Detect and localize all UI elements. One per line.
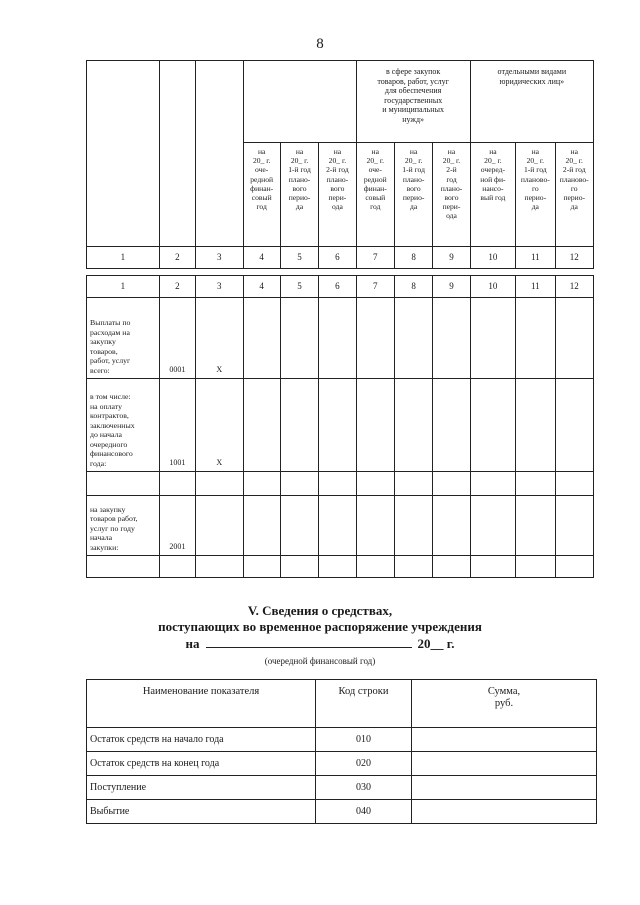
blank-cell [87, 472, 160, 496]
value-cell[interactable] [470, 496, 515, 556]
text-line: на [409, 147, 418, 156]
period-header [516, 143, 555, 247]
text-line: закупку [90, 337, 116, 346]
column-number-row [87, 276, 594, 298]
funds-row [87, 800, 597, 824]
column-number: 11 [516, 276, 555, 298]
text-line: года: [90, 458, 107, 468]
column-number: 8 [394, 247, 432, 269]
blank-cell [319, 556, 356, 578]
indicator-name: Остаток средств на начало года [87, 728, 316, 752]
text-line: на [447, 147, 456, 156]
section-v-title: V. Сведения о средствах, [247, 603, 393, 618]
table-row [87, 379, 594, 472]
text-line: ода [446, 211, 457, 221]
row-label [87, 496, 160, 556]
funds-row [87, 752, 597, 776]
text-line: редной [363, 174, 387, 184]
column-number: 12 [555, 247, 594, 269]
text-line: финан- [250, 183, 274, 193]
text-line: перио- [288, 193, 311, 203]
text-line: 2-й год [562, 165, 586, 175]
column-number: 11 [516, 247, 555, 269]
row-code: 2001 [159, 496, 195, 556]
indicator-name: Выбытие [87, 800, 316, 824]
value-cell[interactable] [555, 379, 594, 472]
section-v-heading [0, 603, 640, 652]
value-cell[interactable] [280, 496, 318, 556]
blank-cell [555, 556, 594, 578]
text-line: на [371, 147, 379, 156]
line-code: 030 [316, 776, 412, 800]
blank-cell [470, 472, 515, 496]
text-line: на [257, 147, 266, 156]
value-cell[interactable] [319, 496, 356, 556]
value-cell[interactable] [356, 298, 394, 379]
text-line: 20_ г. [526, 156, 545, 166]
text-line: совый [365, 193, 386, 203]
text-line: да [570, 202, 578, 212]
text-line: в сфере закупок [385, 67, 441, 76]
text-line: очеред- [480, 165, 506, 175]
text-line: начала [90, 533, 113, 542]
text-line: редной [250, 174, 274, 184]
text-line: 20_ г. [290, 156, 309, 166]
line-code-header: Код строки [316, 680, 412, 728]
indicator-name: Поступление [87, 776, 316, 800]
column-number: 6 [319, 247, 356, 269]
text-line: 20_ г. [404, 156, 423, 166]
blank-cell [433, 472, 470, 496]
text-line: работ, услуг [90, 356, 131, 365]
blank-cell [516, 472, 555, 496]
text-line: на [531, 147, 540, 156]
text-line: пери- [442, 202, 461, 212]
header-blank-cell [87, 61, 160, 247]
text-line: перио- [563, 193, 586, 203]
text-line: для обеспечения [384, 86, 442, 95]
text-line: оче- [368, 165, 382, 175]
indicator-name: Остаток средств на конец года [87, 752, 316, 776]
text-line: товаров, [90, 346, 118, 356]
amount-cell[interactable] [412, 728, 597, 752]
text-line: до начала [90, 430, 122, 439]
value-cell[interactable] [394, 298, 432, 379]
text-line: на [489, 147, 497, 156]
text-line: заключенных [90, 420, 135, 430]
text-line: финансового [90, 449, 133, 458]
text-line: планово- [520, 174, 550, 184]
text-line: руб. [494, 698, 514, 709]
row-x-mark: X [196, 298, 243, 379]
text-line: оче- [255, 165, 269, 175]
text-line: вого [406, 183, 421, 193]
value-cell[interactable] [433, 379, 470, 472]
text-line: 1-й год [288, 165, 311, 175]
text-line: услуг по году [90, 523, 135, 533]
value-cell[interactable] [356, 496, 394, 556]
procurement-group-header [356, 61, 470, 143]
date-prefix: на [185, 636, 200, 651]
text-line: на [570, 147, 578, 156]
column-number: 4 [243, 276, 280, 298]
text-line: на закупку [90, 504, 126, 514]
blank-cell [280, 556, 318, 578]
text-line: совый [251, 193, 272, 203]
table-row [87, 298, 594, 379]
column-number: 1 [87, 247, 160, 269]
text-line: государственных [384, 95, 443, 105]
text-line: да [295, 202, 304, 212]
text-line: Выплаты по [90, 318, 131, 327]
text-line: 20_ г. [484, 156, 502, 166]
period-header [433, 143, 470, 247]
text-line: 2-й [446, 165, 457, 175]
funds-row [87, 776, 597, 800]
date-blank-field[interactable] [206, 635, 412, 648]
text-line: год [370, 202, 381, 212]
value-cell[interactable] [243, 298, 280, 379]
funds-row [87, 728, 597, 752]
text-line: го [570, 183, 578, 193]
line-code: 010 [316, 728, 412, 752]
text-line: 20_ г. [252, 156, 271, 166]
period-header [319, 143, 356, 247]
column-number: 1 [87, 276, 160, 298]
row-label [87, 379, 160, 472]
row-label [87, 298, 160, 379]
text-line: плано- [288, 174, 311, 184]
column-number: 10 [470, 247, 515, 269]
text-line: год [256, 202, 267, 212]
text-line: перио- [402, 193, 425, 203]
blank-cell [394, 472, 432, 496]
text-line: расходам на [90, 327, 130, 337]
text-line: да [410, 202, 418, 212]
section-v-subtitle: поступающих во временное распоряжение учреждения [158, 619, 482, 634]
text-line: пери- [328, 193, 347, 203]
row-code: 0001 [159, 298, 195, 379]
period-header [243, 143, 280, 247]
column-number: 8 [394, 276, 432, 298]
value-cell[interactable] [470, 298, 515, 379]
date-caption: (очередной финансовый год) [264, 656, 376, 666]
text-line: плано- [326, 174, 349, 184]
row-x-mark: X [196, 379, 243, 472]
text-line: перио- [524, 193, 547, 203]
text-line: нужд» [402, 114, 425, 124]
period-header [280, 143, 318, 247]
table-row [87, 472, 594, 496]
table-row [87, 496, 594, 556]
text-line: на оплату [90, 401, 123, 411]
page-number: 8 [316, 36, 324, 52]
text-line: в том числе: [90, 392, 131, 401]
blank-cell [433, 556, 470, 578]
value-cell[interactable] [394, 379, 432, 472]
text-line: 20_ г. [328, 156, 347, 166]
text-line: вого [292, 183, 307, 193]
text-line: на [333, 147, 342, 156]
section-v-date-line [0, 635, 640, 652]
column-number: 7 [356, 247, 394, 269]
value-cell[interactable] [433, 298, 470, 379]
value-cell[interactable] [243, 379, 280, 472]
separator-cell [87, 269, 594, 276]
line-code: 040 [316, 800, 412, 824]
blank-cell [196, 472, 243, 496]
column-number: 3 [196, 247, 243, 269]
value-cell[interactable] [319, 379, 356, 472]
text-line: вого [330, 183, 345, 193]
blank-cell [319, 472, 356, 496]
payments-table [86, 60, 594, 578]
blank-cell [394, 556, 432, 578]
value-cell[interactable] [555, 298, 594, 379]
text-line: ода [332, 202, 343, 212]
column-number: 3 [196, 276, 243, 298]
period-header [356, 143, 394, 247]
text-line: вый год [480, 193, 506, 203]
text-line: всего: [90, 365, 110, 375]
table-row [87, 556, 594, 578]
funds-table [86, 679, 597, 824]
text-line: 20_ г. [366, 156, 384, 166]
blank-cell [555, 472, 594, 496]
text-line: планово- [559, 174, 589, 184]
value-cell[interactable] [243, 496, 280, 556]
column-number: 4 [243, 247, 280, 269]
text-line: товаров, работ, услуг [377, 76, 449, 86]
text-line: 1-й год [523, 165, 547, 175]
text-line: вого [444, 193, 459, 203]
blank-cell [87, 556, 160, 578]
funds-header-row [87, 680, 597, 728]
value-cell[interactable] [319, 298, 356, 379]
column-number: 7 [356, 276, 394, 298]
text-line: го [531, 183, 539, 193]
amount-cell[interactable] [412, 800, 597, 824]
text-line: ной фи- [480, 174, 506, 184]
text-line: плано- [440, 183, 463, 193]
value-cell[interactable] [433, 496, 470, 556]
text-line: 2-й год [326, 165, 349, 175]
value-cell[interactable] [356, 379, 394, 472]
blank-cell [159, 472, 195, 496]
blank-cell [159, 556, 195, 578]
blank-cell [356, 472, 394, 496]
column-number: 5 [280, 276, 318, 298]
amount-cell[interactable] [412, 776, 597, 800]
blank-cell [243, 472, 280, 496]
value-cell[interactable] [280, 379, 318, 472]
blank-cell [470, 556, 515, 578]
text-line: контрактов, [90, 411, 129, 420]
column-number: 2 [159, 276, 195, 298]
legal-entities-group-header [470, 61, 593, 143]
blank-cell [516, 556, 555, 578]
blank-cell [243, 556, 280, 578]
text-line: 20_ г. [565, 156, 583, 166]
amount-header [412, 680, 597, 728]
text-line: финан- [363, 183, 387, 193]
value-cell[interactable] [516, 379, 555, 472]
text-line: на [295, 147, 304, 156]
value-cell[interactable] [470, 379, 515, 472]
row-x-mark [196, 496, 243, 556]
text-line: товаров работ, [90, 514, 138, 523]
period-header [470, 143, 515, 247]
blank-cell [356, 556, 394, 578]
text-line: 1-й год [402, 165, 425, 175]
group-header-row [87, 61, 594, 143]
column-number: 2 [159, 247, 195, 269]
header-blank-cell [243, 61, 356, 143]
blank-cell [196, 556, 243, 578]
column-number-row [87, 247, 594, 269]
period-header [394, 143, 432, 247]
value-cell[interactable] [516, 298, 555, 379]
text-line: год [446, 174, 457, 184]
amount-cell[interactable] [412, 752, 597, 776]
line-code: 020 [316, 752, 412, 776]
separator-row [87, 269, 594, 276]
value-cell[interactable] [394, 496, 432, 556]
text-line: закупки: [90, 542, 119, 552]
indicator-name-header: Наименование показателя [87, 680, 316, 728]
header-blank-cell [196, 61, 243, 247]
text-line: Сумма, [487, 686, 521, 697]
value-cell[interactable] [280, 298, 318, 379]
value-cell[interactable] [555, 496, 594, 556]
text-line: да [531, 202, 539, 212]
text-line: юридических лиц» [499, 76, 565, 86]
text-line: нансо- [482, 183, 504, 193]
value-cell[interactable] [516, 496, 555, 556]
column-number: 5 [280, 247, 318, 269]
column-number: 9 [433, 276, 470, 298]
text-line: 20_ г. [442, 156, 461, 166]
text-line: и муниципальных [382, 105, 444, 114]
period-header [555, 143, 594, 247]
text-line: очередного [90, 439, 128, 449]
date-suffix: 20__ г. [417, 636, 455, 651]
column-number: 12 [555, 276, 594, 298]
text-line: плано- [402, 174, 425, 184]
blank-cell [280, 472, 318, 496]
header-blank-cell [159, 61, 195, 247]
column-number: 9 [433, 247, 470, 269]
row-code: 1001 [159, 379, 195, 472]
column-number: 10 [470, 276, 515, 298]
text-line: отдельными видами [497, 67, 567, 76]
column-number: 6 [319, 276, 356, 298]
